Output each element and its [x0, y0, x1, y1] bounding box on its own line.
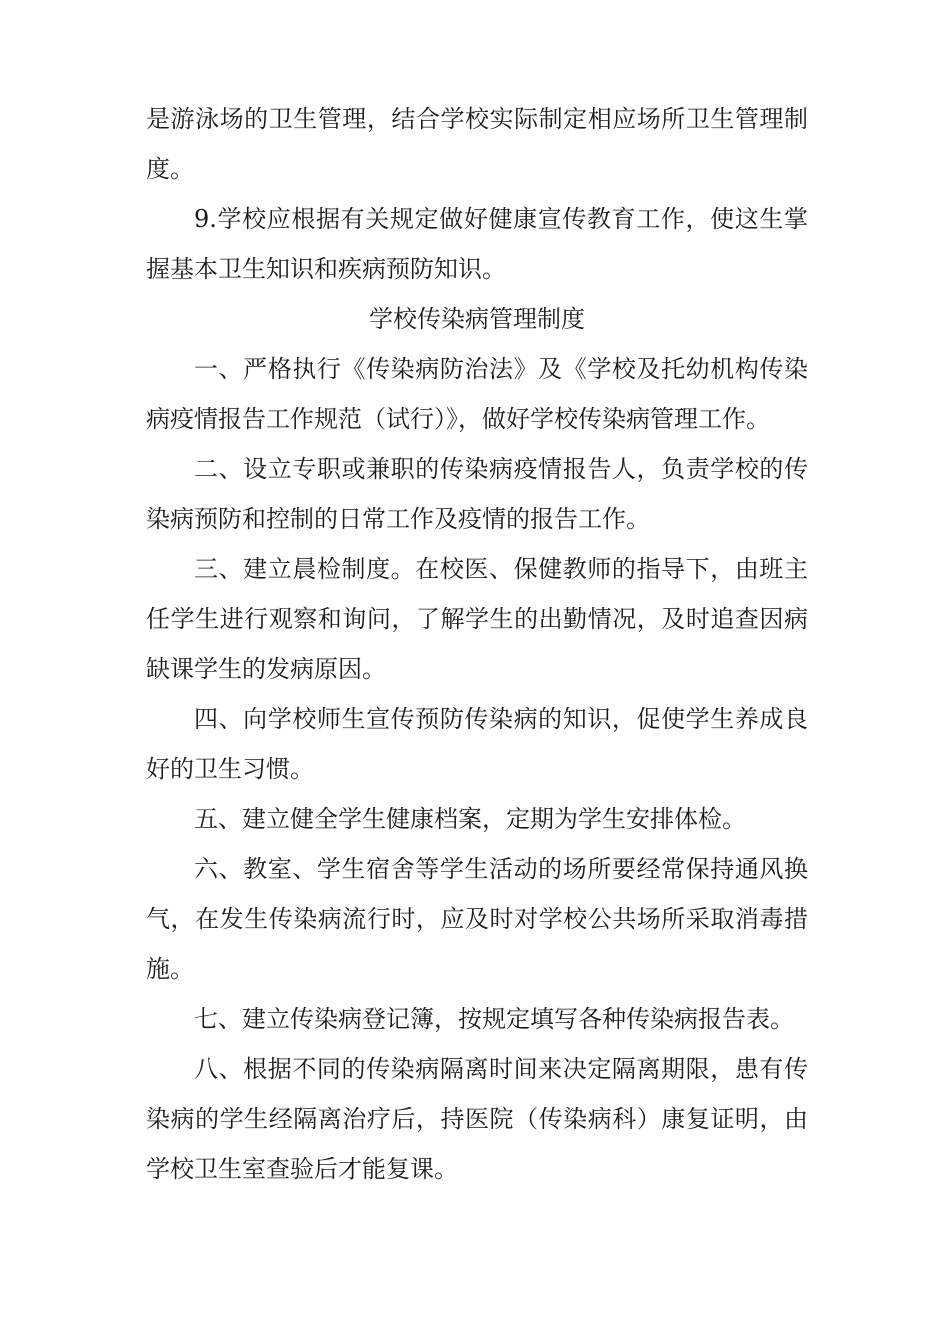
paragraph-item-1: 一、严格执行《传染病防治法》及《学校及托幼机构传染病疫情报告工作规范（试行）》，做好学校传染病管理工作。: [146, 355, 808, 433]
paragraph-item-4: 四、向学校师生宣传预防传染病的知识，促使学生养成良好的卫生习惯。: [146, 705, 808, 783]
paragraph-item-7: 七、建立传染病登记簿，按规定填写各种传染病报告表。: [194, 1005, 794, 1033]
paragraph-continuation: 是游泳场的卫生管理，结合学校实际制定相应场所卫生管理制度。: [146, 105, 808, 183]
paragraph-item-8: 八、根据不同的传染病隔离时间来决定隔离期限，患有传染病的学生经隔离治疗后，持医院（传染病科）康复证明，由学校卫生室查验后才能复课。: [146, 1055, 808, 1183]
paragraph-item-6: 六、教室、学生宿舍等学生活动的场所要经常保持通风换气，在发生传染病流行时，应及时对学校公共场所采取消毒措施。: [146, 855, 808, 983]
section-title: 学校传染病管理制度: [369, 305, 585, 333]
paragraph-item-9: 9.学校应根据有关规定做好健康宣传教育工作，使这生掌握基本卫生知识和疾病预防知识。: [146, 205, 808, 283]
paragraph-item-5: 五、建立健全学生健康档案，定期为学生安排体检。: [194, 805, 746, 833]
document-body: [146, 94, 808, 1194]
paragraph-item-2: 二、设立专职或兼职的传染病疫情报告人，负责学校的传染病预防和控制的日常工作及疫情的报告工作。: [146, 455, 808, 533]
paragraph-item-3: 三、建立晨检制度。在校医、保健教师的指导下，由班主任学生进行观察和询问，了解学生的出勤情况，及时追查因病缺课学生的发病原因。: [146, 555, 808, 683]
